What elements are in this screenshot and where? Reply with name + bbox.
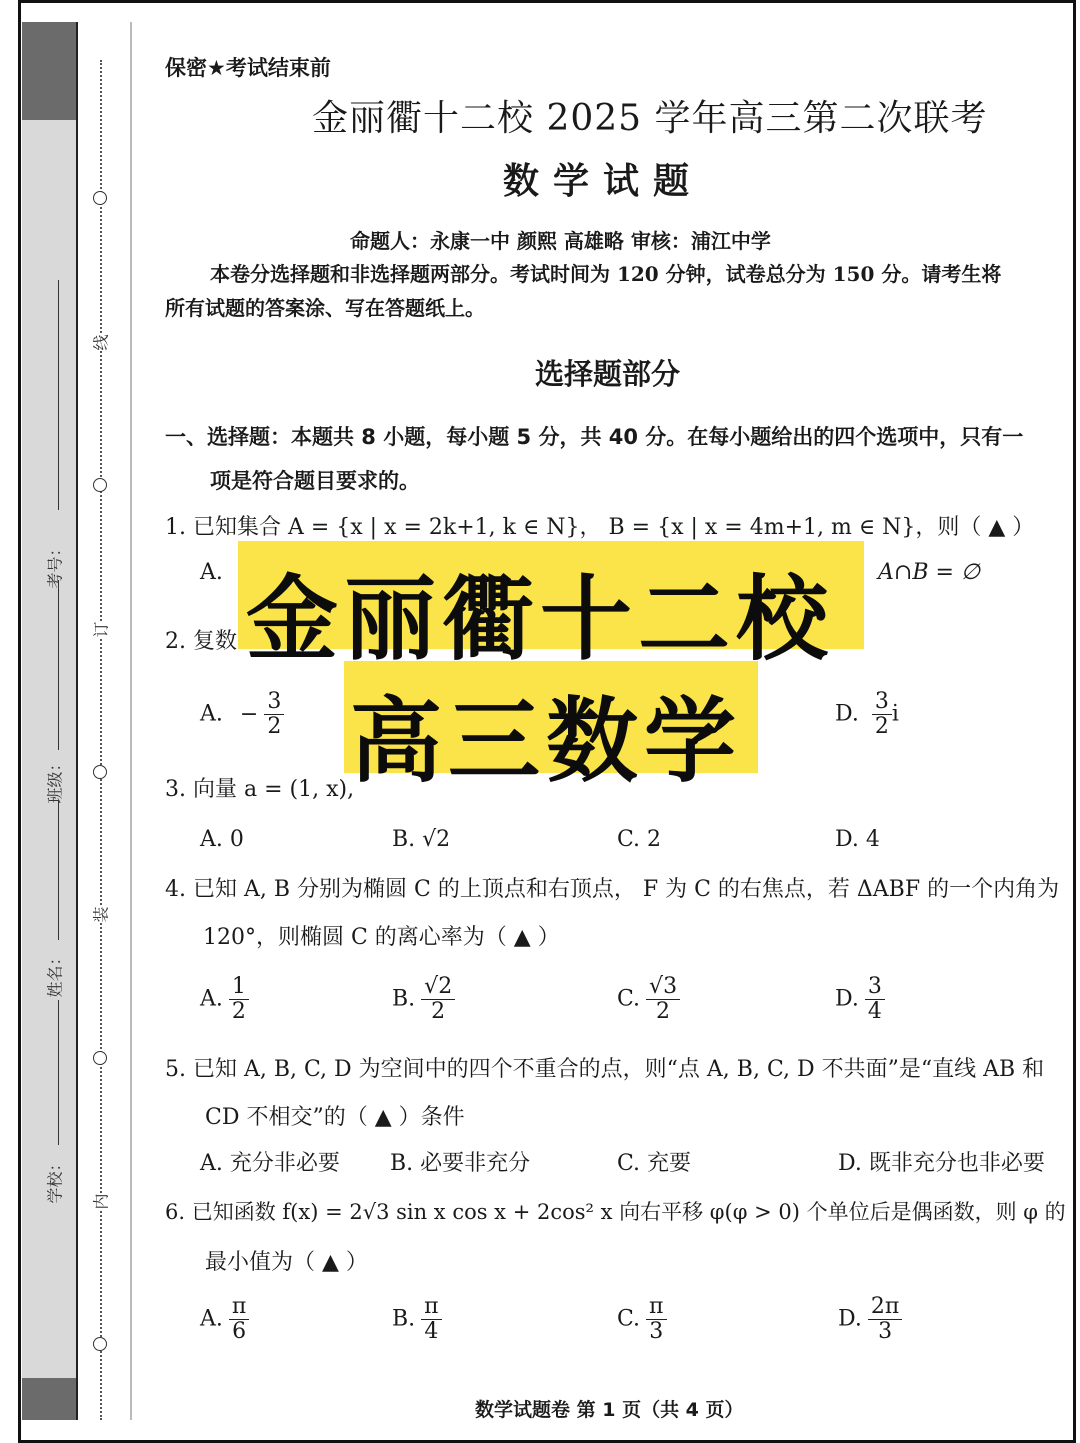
q6-option-b — [392, 1295, 442, 1344]
q2-d-label: D. — [835, 701, 859, 727]
q6-c-den: 3 — [649, 1319, 664, 1345]
q2-option-a — [200, 690, 284, 739]
q5-option-a: A. 充分非必要 — [200, 1151, 340, 1176]
intro-line-1: 本卷分选择题和非选择题两部分。考试时间为 120 分钟，试卷总分为 150 分。请考生将 — [210, 262, 1002, 286]
seal-label-order: 订 — [89, 621, 112, 637]
subject-title: 数学试题 — [503, 161, 704, 202]
section-title: 选择题部分 — [535, 357, 681, 391]
q2-a-fraction — [264, 690, 284, 739]
q4-a-den: 2 — [231, 999, 246, 1025]
exam-no-line — [58, 280, 59, 510]
q6-a-label: A. — [200, 1306, 223, 1332]
q5-option-d: D. 既非充分也非必要 — [838, 1151, 1045, 1176]
name-line — [58, 800, 59, 940]
binding-strip-top-band — [22, 22, 76, 120]
q4-option-d — [835, 975, 885, 1024]
q4-option-a — [200, 975, 249, 1024]
q4-d-fraction — [865, 975, 885, 1024]
q4-option-b — [392, 975, 455, 1024]
school-line — [58, 1000, 59, 1145]
q2-d-fraction — [872, 690, 892, 739]
seal-label-bind: 装 — [89, 906, 112, 922]
q6-c-fraction — [646, 1295, 666, 1344]
q2-a-label: A. — [200, 701, 223, 727]
seal-label-line: 线 — [89, 334, 112, 350]
seal-circle — [93, 478, 107, 492]
q3-option-a: A. 0 — [200, 827, 244, 852]
q4-b-num: √2 — [421, 975, 455, 1000]
question-4-stem-2: 120°，则椭圆 C 的离心率为（ ▲ ） — [203, 925, 560, 950]
q6-b-label: B. — [392, 1306, 416, 1332]
authors-line: 命题人：永康一中 颜熙 高雄略 审核：浦江中学 — [350, 229, 771, 253]
question-4-stem-1: 4. 已知 A, B 分别为椭圆 C 的上顶点和右顶点， F 为 C 的右焦点，若 ΔABF 的一个内角为 — [165, 877, 1060, 902]
q6-a-fraction — [229, 1295, 249, 1344]
q4-c-num: √3 — [646, 975, 680, 1000]
q6-d-label: D. — [838, 1306, 862, 1332]
q4-d-den: 4 — [867, 999, 882, 1025]
q1-option-a: A. — [200, 560, 223, 585]
overlay-title-line-1: 金丽衢十二校 — [246, 566, 835, 673]
q3-option-c: C. 2 — [617, 827, 662, 852]
instructions-line-2: 项是符合题目要求的。 — [210, 469, 420, 493]
question-5-stem-1: 5. 已知 A, B, C, D 为空间中的四个不重合的点，则“点 A, B, C, D 不共面”是“直线 AB 和 — [165, 1057, 1045, 1082]
page-footer: 数学试题卷 第 1 页（共 4 页） — [475, 1399, 744, 1421]
q6-a-num: π — [229, 1295, 249, 1320]
q6-a-den: 6 — [232, 1319, 247, 1345]
binding-strip — [22, 22, 76, 1420]
class-label: 班级： — [45, 755, 65, 804]
q5-option-c: C. 充要 — [617, 1151, 692, 1176]
question-2-stem: 2. 复数 — [165, 629, 237, 654]
q4-c-fraction — [646, 975, 680, 1024]
q4-a-fraction — [229, 975, 249, 1024]
question-1-stem: 1. 已知集合 A = {x | x = 2k+1, k ∈ N}， B = {x | x = 4m+1, m ∈ N}，则（ ▲ ） — [165, 515, 1035, 540]
school-label: 学校： — [45, 1155, 65, 1204]
q6-d-fraction — [868, 1295, 902, 1344]
q6-c-label: C. — [617, 1306, 641, 1332]
question-3-stem: 3. 向量 a = (1, x), — [165, 777, 355, 802]
exam-title: 金丽衢十二校 2025 学年高三第二次联考 — [312, 98, 988, 139]
seal-circle — [93, 1051, 107, 1065]
q4-c-den: 2 — [656, 999, 671, 1025]
q1-option-d: A∩B = ∅ — [878, 560, 981, 585]
q6-b-den: 4 — [424, 1319, 439, 1345]
q6-b-num: π — [421, 1295, 441, 1320]
q4-b-den: 2 — [431, 999, 446, 1025]
q6-c-num: π — [646, 1295, 666, 1320]
q4-option-c — [617, 975, 680, 1024]
q6-b-fraction — [421, 1295, 441, 1344]
q4-b-label: B. — [392, 986, 416, 1012]
q6-option-c — [617, 1295, 667, 1344]
binding-strip-bottom-band — [22, 1378, 76, 1420]
q2-d-num: 3 — [872, 690, 892, 715]
confidential-note: 保密★考试结束前 — [165, 56, 331, 80]
question-6-stem-2: 最小值为（ ▲ ） — [205, 1250, 368, 1275]
q2-a-den: 2 — [267, 714, 282, 740]
exam-no-label: 考号： — [45, 540, 65, 589]
seal-circle — [93, 1337, 107, 1351]
q2-d-tail: i — [891, 701, 899, 727]
name-label: 姓名： — [45, 949, 65, 998]
q4-c-label: C. — [617, 986, 641, 1012]
question-5-stem-2: CD 不相交”的（ ▲ ）条件 — [205, 1105, 465, 1130]
seal-margin — [76, 22, 132, 1420]
q6-option-a — [200, 1295, 249, 1344]
q3-option-b: B. √2 — [392, 827, 451, 852]
q4-d-label: D. — [835, 986, 859, 1012]
instructions-line-1: 一、选择题：本题共 8 小题，每小题 5 分，共 40 分。在每小题给出的四个选项中，只有一 — [165, 425, 1024, 449]
question-6-stem-1: 6. 已知函数 f(x) = 2√3 sin x cos x + 2cos² x 向右平移 φ(φ > 0) 个单位后是偶函数，则 φ 的 — [165, 1200, 1066, 1224]
q4-d-num: 3 — [865, 975, 885, 1000]
intro-line-2: 所有试题的答案涂、写在答题纸上。 — [165, 296, 485, 320]
q6-d-num: 2π — [868, 1295, 902, 1320]
q4-b-fraction — [421, 975, 455, 1024]
q5-option-b: B. 必要非充分 — [390, 1151, 531, 1176]
q2-a-num: 3 — [264, 690, 284, 715]
q4-a-num: 1 — [229, 975, 249, 1000]
q6-option-d — [838, 1295, 902, 1344]
seal-circle — [93, 191, 107, 205]
class-line — [58, 580, 59, 750]
q3-option-d: D. 4 — [835, 827, 880, 852]
seal-label-inner: 内 — [89, 1193, 112, 1209]
overlay-title-line-2: 高三数学 — [350, 688, 743, 795]
seal-circle — [93, 765, 107, 779]
q2-d-den: 2 — [874, 714, 889, 740]
q6-d-den: 3 — [878, 1319, 893, 1345]
seal-dotted-line — [100, 60, 102, 1420]
q2-a-sign: − — [239, 701, 259, 727]
q2-option-d — [835, 690, 899, 739]
q4-a-label: A. — [200, 986, 223, 1012]
